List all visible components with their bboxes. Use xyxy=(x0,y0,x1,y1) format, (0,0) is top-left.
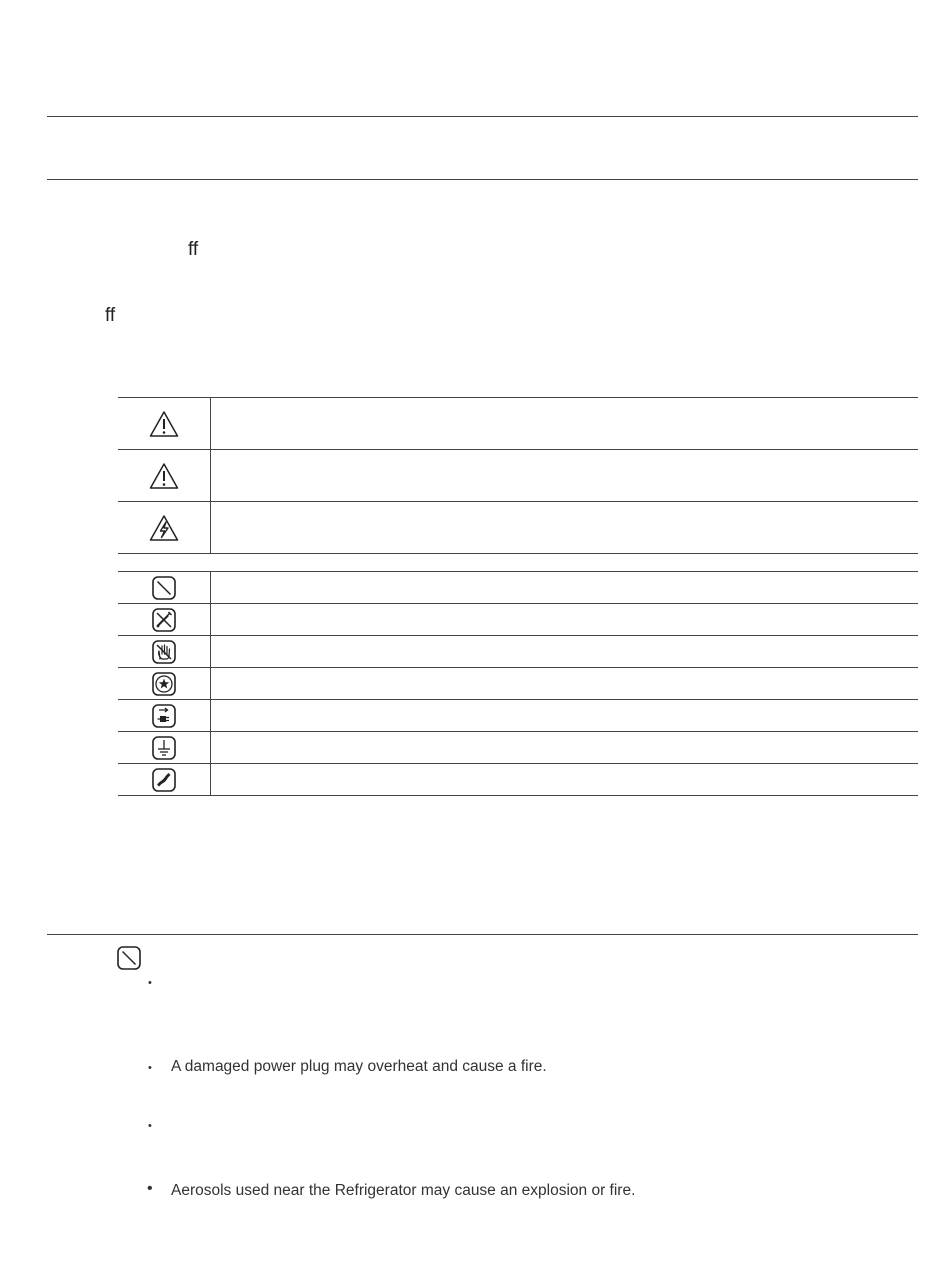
unplug-icon xyxy=(152,704,176,728)
table-row xyxy=(118,502,918,554)
prohibited-icon xyxy=(152,576,176,600)
table-row xyxy=(118,668,918,700)
section-rule xyxy=(47,934,918,935)
contact-service-icon xyxy=(152,768,176,792)
table-row xyxy=(118,572,918,604)
text-fragment-2: ff xyxy=(105,305,116,326)
table-row xyxy=(118,450,918,502)
note-text-2: A damaged power plug may overheat and cause a fire. xyxy=(171,1058,547,1075)
do-not-touch-description xyxy=(211,636,919,668)
warning-description xyxy=(211,398,919,450)
ground-description xyxy=(211,732,919,764)
table-row xyxy=(118,732,918,764)
table-row xyxy=(118,764,918,796)
follow-directions-icon xyxy=(152,672,176,696)
text-fragment-1: ff xyxy=(188,239,199,260)
table-row xyxy=(118,636,918,668)
ground-icon xyxy=(152,736,176,760)
caution-triangle-icon xyxy=(149,462,179,490)
electric-shock-triangle-icon xyxy=(149,514,179,542)
prohibited-description xyxy=(211,572,919,604)
bullet-dot: • xyxy=(148,1062,152,1074)
electric-shock-description xyxy=(211,502,919,554)
bullet-dot: • xyxy=(148,977,152,989)
header-rule-bottom xyxy=(47,179,918,180)
contact-service-description xyxy=(211,764,919,796)
bullet-dot: • xyxy=(147,1180,153,1197)
table-row xyxy=(118,700,918,732)
warning-triangle-icon xyxy=(149,410,179,438)
caution-description xyxy=(211,450,919,502)
do-not-touch-icon xyxy=(152,640,176,664)
table-row xyxy=(118,604,918,636)
header-rule-top xyxy=(47,116,918,117)
bullet-dot: • xyxy=(148,1120,152,1132)
symbol-table xyxy=(118,571,918,796)
note-text-4: Aerosols used near the Refrigerator may cause an explosion or fire. xyxy=(171,1182,636,1199)
follow-directions-description xyxy=(211,668,919,700)
prohibited-icon xyxy=(117,946,141,970)
do-not-disassemble-icon xyxy=(152,608,176,632)
warning-symbol-table xyxy=(118,397,918,554)
do-not-disassemble-description xyxy=(211,604,919,636)
unplug-description xyxy=(211,700,919,732)
table-row xyxy=(118,398,918,450)
